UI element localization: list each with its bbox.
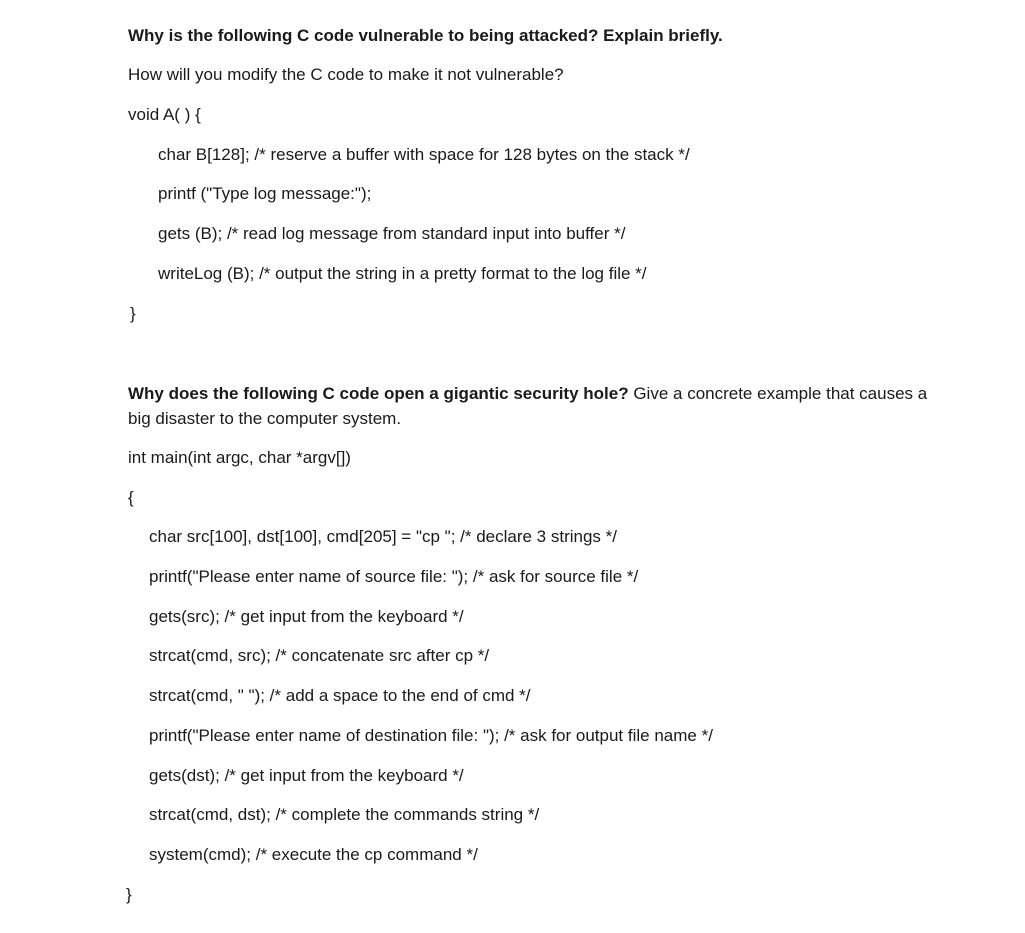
question1-code-close: }	[130, 304, 136, 323]
code-line: char B[128]; /* reserve a buffer with space for 128 bytes on the stack */	[158, 145, 690, 164]
code-line: strcat(cmd, dst); /* complete the commands string */	[149, 805, 540, 824]
question2-code-signature: int main(int argc, char *argv[])	[128, 448, 351, 467]
question2-code-close: }	[126, 885, 132, 904]
code-line: gets(src); /* get input from the keyboard */	[149, 607, 464, 626]
code-line: strcat(cmd, " "); /* add a space to the end of cmd */	[149, 686, 531, 705]
code-line: writeLog (B); /* output the string in a pretty format to the log file */	[158, 264, 647, 283]
code-line: printf("Please enter name of destination file: "); /* ask for output file name */	[149, 726, 713, 745]
code-line: char src[100], dst[100], cmd[205] = "cp "; /* declare 3 strings */	[149, 527, 617, 546]
question2-heading	[128, 381, 938, 431]
code-line: printf ("Type log message:");	[158, 184, 372, 203]
code-line: system(cmd); /* execute the cp command */	[149, 845, 478, 864]
code-line: strcat(cmd, src); /* concatenate src after cp */	[149, 646, 490, 665]
code-line: printf("Please enter name of source file: "); /* ask for source file */	[149, 567, 639, 586]
question1-subheading: How will you modify the C code to make it not vulnerable?	[128, 65, 564, 84]
code-line: gets(dst); /* get input from the keyboard */	[149, 766, 464, 785]
question2-code-open: {	[128, 488, 134, 507]
question2-heading-rest: Give a concrete example that causes a big disaster to the computer system.	[128, 384, 928, 428]
code-line: gets (B); /* read log message from standard input into buffer */	[158, 224, 626, 243]
question1-code-open: void A( ) {	[128, 105, 201, 124]
question2-heading-bold: Why does the following C code open a gigantic security hole?	[128, 384, 629, 403]
question1-heading: Why is the following C code vulnerable to being attacked? Explain briefly.	[128, 26, 723, 45]
